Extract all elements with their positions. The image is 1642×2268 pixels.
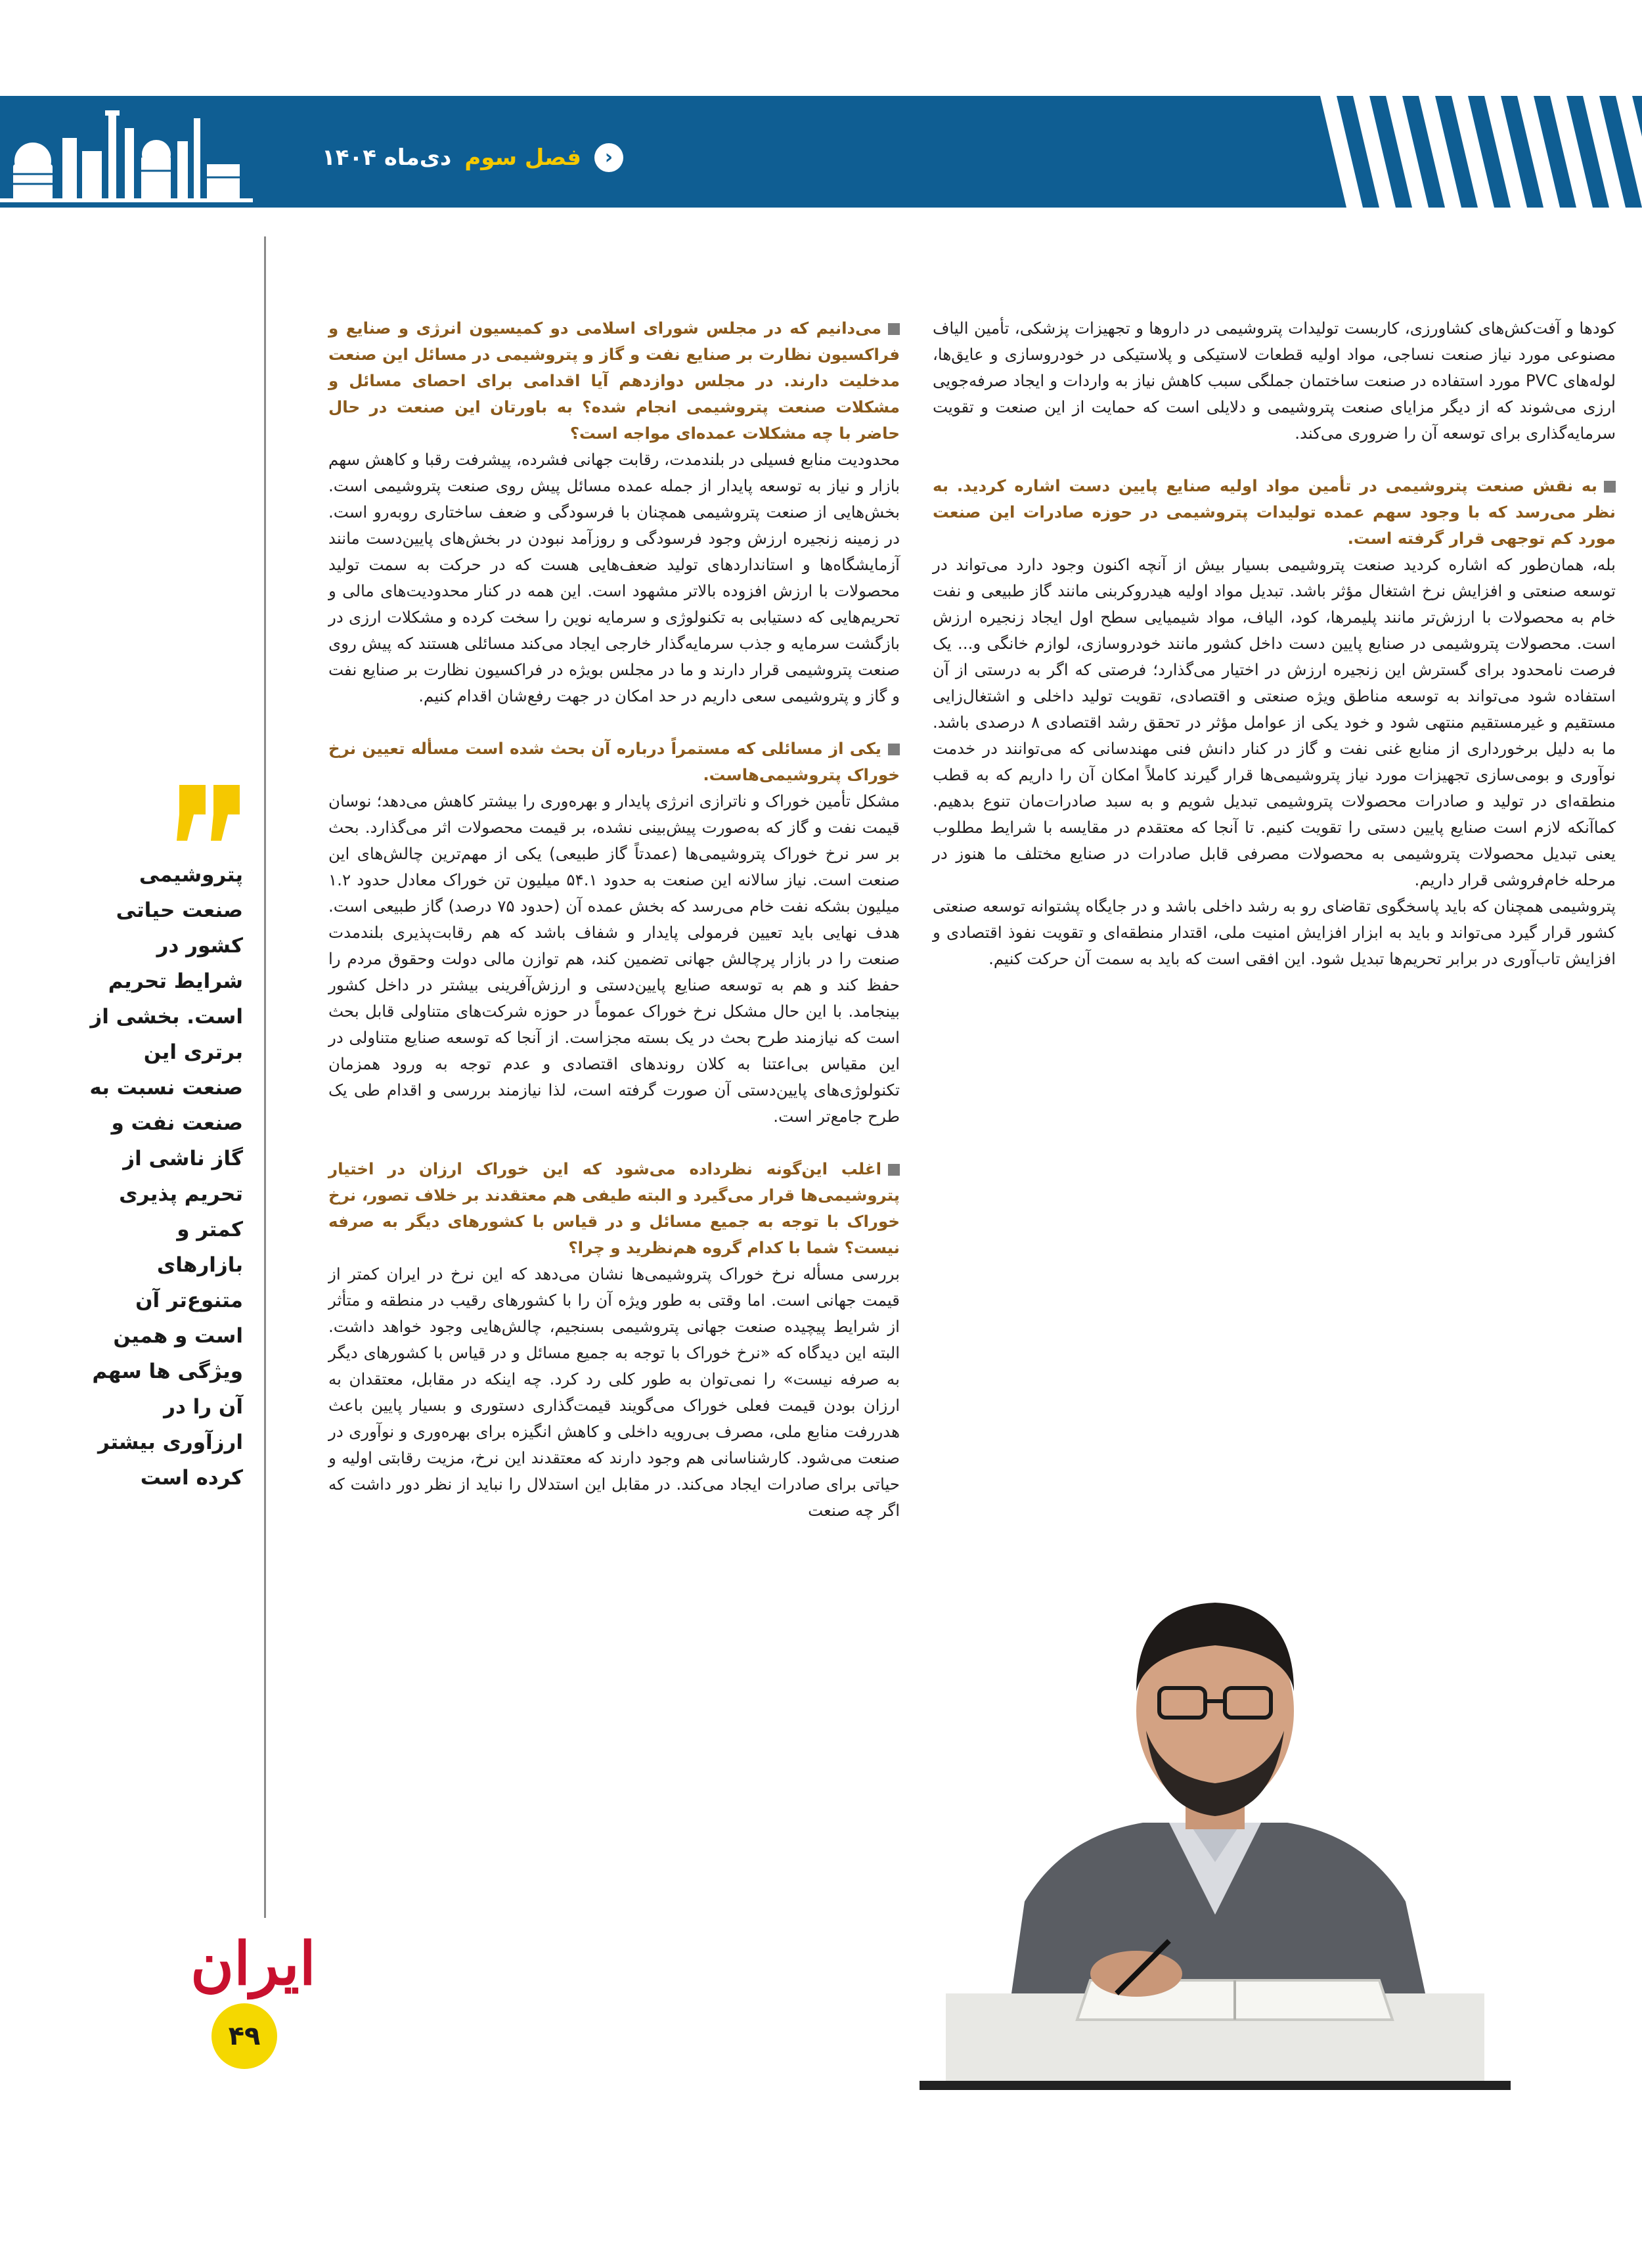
paragraph: کودها و آفت‌کش‌های کشاورزی، کاربست تولیدات پتروشیمی در داروها و تجهیزات پزشکی، تأمین الیاف مصنوعی مورد نیاز صنعت نساجی، مواد اولیه قطعات لاستیکی و پلاستیکی در خودروسازی و عایق‌ها، لوله‌های PVC مورد استفاده در صنعت ساختمان جملگی سبب کاهش نیاز به واردات و ایجاد صرفه‌جویی ارزی می‌شوند که از دیگر مزایای صنعت پتروشیمی و دلایلی است که حمایت از این صنعت و تقویت سرمایه‌گذاری برای توسعه آن را ضروری می‌کند. xyxy=(933,319,1616,443)
right-column xyxy=(933,315,1616,972)
interview-question: اغلب این‌گونه نظرداده می‌شود که این خوراک ارزان در اختیار پتروشیمی‌ها قرار می‌گیرد و البته طیفی هم معتقدند بر خلاف تصور، نرخ خوراک با توجه به جمیع مسائل و در قیاس با کشورهای دیگر به صرفه نیست؟ شما با کدام گروه هم‌نظرید و چرا؟ xyxy=(328,1159,900,1257)
interview-question: به نقش صنعت پتروشیمی در تأمین مواد اولیه صنایع پایین دست اشاره کردید. به نظر می‌رسد که با وجود سهم عمده تولیدات پتروشیمی در حوزه صادرات این صنعت مورد کم توجهی قرار گرفته است. xyxy=(933,476,1616,548)
page-number: ۴۹ xyxy=(211,2003,277,2069)
paragraph: بله، همان‌طور که اشاره کردید صنعت پتروشیمی بسیار بیش از آنچه اکنون وجود دارد می‌تواند در توسعه صنعتی و افزایش نرخ اشتغال مؤثر باشد. تبدیل مواد اولیه هیدروکربنی مانند گاز طبیعی و نفت خام به محصولات با ارزش‌تر مانند پلیمرها، کود، الیاف، مواد شیمیایی سطح اول ایجاد زنجیره ارزش است. محصولات پتروشیمی در صنایع پایین دست داخل کشور مانند خودروسازی، لوازم خانگی و... یک فرصت نامحدود برای گسترش این زنجیره ارزش در اختیار می‌گذارد؛ فرصتی که اگر به درستی از آن استفاده شود می‌تواند به توسعه مناطق ویژه صنعتی و اقتصادی، تقویت تولید داخلی و اشتغال‌زایی مستقیم و غیرمستقیم منتهی شود و خود یکی از عوامل مؤثر در تحقق رشد اقتصادی ۸ درصدی باشد. ما به دلیل برخورداری از منابع غنی نفت و گاز در کنار دانش فنی مهندسانی که می‌توانند در خدمت نوآوری و بومی‌سازی تجهیزات مورد نیاز پتروشیمی‌ها قرار گیرند کاملاً امکان آن را داریم که به قطب منطقه‌ای در تولید و صادرات محصولات پتروشیمی تبدیل شویم و به سبد صادرات‌مان تنوع بدهیم. کماآنکه لازم است صنایع پایین دستی را تقویت کنیم. تا آنجا که معتقدم در مقایسه با شرایط مطلوب یعنی تبدیل محصولات پتروشیمی به محصولات مصرفی قابل صادرات در صنایع مختلف ما هنوز در مرحله خام‌فروشی قرار داریم. xyxy=(933,555,1616,889)
magazine-logo: ایران xyxy=(190,1929,316,1999)
bullet-square-icon xyxy=(1604,481,1616,493)
issue-date: دی‌ماه ۱۴۰۴ xyxy=(322,145,452,171)
chapter-label: فصل سوم xyxy=(464,145,581,171)
photo-base-bar xyxy=(920,2081,1511,2090)
interview-question: می‌دانیم که در مجلس شورای اسلامی دو کمیسیون انرژی و صنایع و فراکسیون نظارت بر صنایع نفت و گاز و پتروشیمی در مسائل این صنعت مدخلیت دارند. در مجلس دوازدهم آیا اقدامی برای احصای مسائل و مشکلات صنعت پتروشیمی انجام شده؟ به باورتان این صنعت در حال حاضر با چه مشکلات عمده‌ای مواجه است؟ xyxy=(328,319,900,443)
interviewee-photo xyxy=(920,1494,1511,2085)
quotation-mark-icon xyxy=(174,778,246,851)
industrial-skyline-icon xyxy=(0,92,253,208)
bullet-square-icon xyxy=(888,744,900,755)
paragraph: بررسی مسأله نرخ خوراک پتروشیمی‌ها نشان می‌دهد که این نرخ در ایران کمتر از قیمت جهانی است. اما وقتی به طور ویژه آن را با کشورهای رقیب در منطقه و متأثر از شرایط پیچیده صنعت جهانی پتروشیمی بسنجیم، چالش‌هایی وجود خواهد داشت. البته این دیدگاه که «نرخ خوراک با توجه به جمیع مسائل و در قیاس با کشورهای دیگر به صرفه نیست» را نمی‌توان به طور کلی رد کرد. چه اینکه در مقابل، معتقدان به ارزان بودن قیمت فعلی خوراک می‌گویند قیمت‌گذاری دستوری و بسیار پایین باعث هدررفت منابع ملی، مصرف بی‌رویه داخلی و کاهش انگیزه برای بهره‌وری و نوآوری در صنعت می‌شود. کارشناسانی هم وجود دارند که معتقدند این نرخ، مزیت رقابتی اولیه و حیاتی برای صادرات ایجاد می‌کند. در مقابل این استدلال را نباید از نظر دور داشت که اگر چه صنعت xyxy=(328,1264,900,1520)
interview-question: یکی از مسائلی که مستمراً درباره آن بحث شده است مسأله تعیین نرخ خوراک پتروشیمی‌هاست. xyxy=(328,739,900,784)
header-date-line xyxy=(322,138,623,177)
left-column xyxy=(328,315,900,1524)
bullet-square-icon xyxy=(888,1164,900,1176)
chevron-left-icon: ‹ xyxy=(594,143,623,172)
header-stripes-decoration xyxy=(1307,96,1642,208)
paragraph: پتروشیمی همچنان که باید پاسخگوی تقاضای رو به رشد داخلی باشد و در جایگاه پشتوانه توسعه صنعتی کشور قرار گیرد می‌تواند و باید به ابزار افزایش امنیت ملی، اقتدار منطقه‌ای و تقویت نفوذ اقتصادی و افزایش تاب‌آوری در برابر تحریم‌ها تبدیل شود. این افقی است که باید به سمت آن حرکت کنیم. xyxy=(933,897,1616,968)
bullet-square-icon xyxy=(888,323,900,335)
vertical-divider xyxy=(264,236,266,1918)
paragraph: مشکل تأمین خوراک و ناترازی انرژی پایدار و بهره‌وری را بیشتر کاهش می‌دهد؛ نوسان قیمت نفت و گاز که به‌صورت پیش‌بینی نشده، بر قیمت محصولات اثر می‌گذارد. بحث بر سر نرخ خوراک پتروشیمی‌ها (عمدتاً گاز طبیعی) یکی از مهم‌ترین چالش‌های این صنعت است. نیاز سالانه این صنعت به حدود ۵۴.۱ میلیون تن خوراک معادل حدود ۱.۲ میلیون بشکه نفت خام می‌رسد که بخش عمده آن (حدود ۷۵ درصد) گاز طبیعی است. هدف نهایی باید تعیین فرمولی پایدار و شفاف باشد که هم رقابت‌پذیری بلندمدت صنعت را در بازار پرچالش جهانی تضمین کند، هم توازن مالی دولت وحقوق مردم را حفظ کند و هم به توسعه صنایع پایین‌دستی و ارزش‌آفرینی بیشتر در داخل کشور بینجامد. با این حال مشکل نرخ خوراک عموماً در حوزه شرکت‌های متناولی قابل بحث است که نیازمند طرح بحث در یک بسته مجزاست. از آنجا که توسعه صنایع متناولی در این مقیاس بی‌اعتنا به کلان روندهای اقتصادی و عدم توجه به ورود همزمان تکنولوژی‌های پایین‌دستی آن صورت گرفته است، لذا نیازمند بررسی و اقدام طی یک طرح جامع‌تر است. xyxy=(328,791,900,1126)
paragraph: محدودیت منابع فسیلی در بلندمدت، رقابت جهانی فشرده، پیشرفت رقبا و کاهش سهم بازار و نیاز به توسعه پایدار از جمله عمده مسائل پیش روی صنعت پتروشیمی است. بخش‌هایی از صنعت پتروشیمی همچنان با فرسودگی و ضعف ساختاری روبه‌رو است. در زمینه زنجیره ارزش وجود فرسودگی و روزآمد نبودن در بخش‌های پایین‌دست مانند آزمایشگاه‌ها و استانداردهای تولید ضعف‌هایی هست که در حرکت به سمت تولید محصولات با ارزش افزوده بالاتر مشهود است. این همه در کنار محدودیت‌های مالی و تحریم‌هایی که دستیابی به تکنولوژی و سرمایه نوین را سخت کرده و مشکلات ارزی در بازگشت سرمایه و جذب سرمایه‌گذار خارجی ایجاد می‌کند مسائلی هستند که پیش روی صنعت پتروشیمی قرار دارند و ما در مجلس بویژه در فراکسیون نظارت بر صنایع نفت و گاز و پتروشیمی سعی داریم در حد امکان در جهت رفع‌شان اقدام کنیم. xyxy=(328,450,900,705)
pull-quote: پتروشیمی صنعت حیاتی کشور در شرایط تحریم است. بخشی از برتری این صنعت نسبت به صنعت نفت و گاز ناشی از تحریم پذیری کمتر و بازارهای متنوع‌تر آن است و همین ویژگی ها سهم آن را در ارزآوری بیشتر کرده است xyxy=(89,863,243,1490)
